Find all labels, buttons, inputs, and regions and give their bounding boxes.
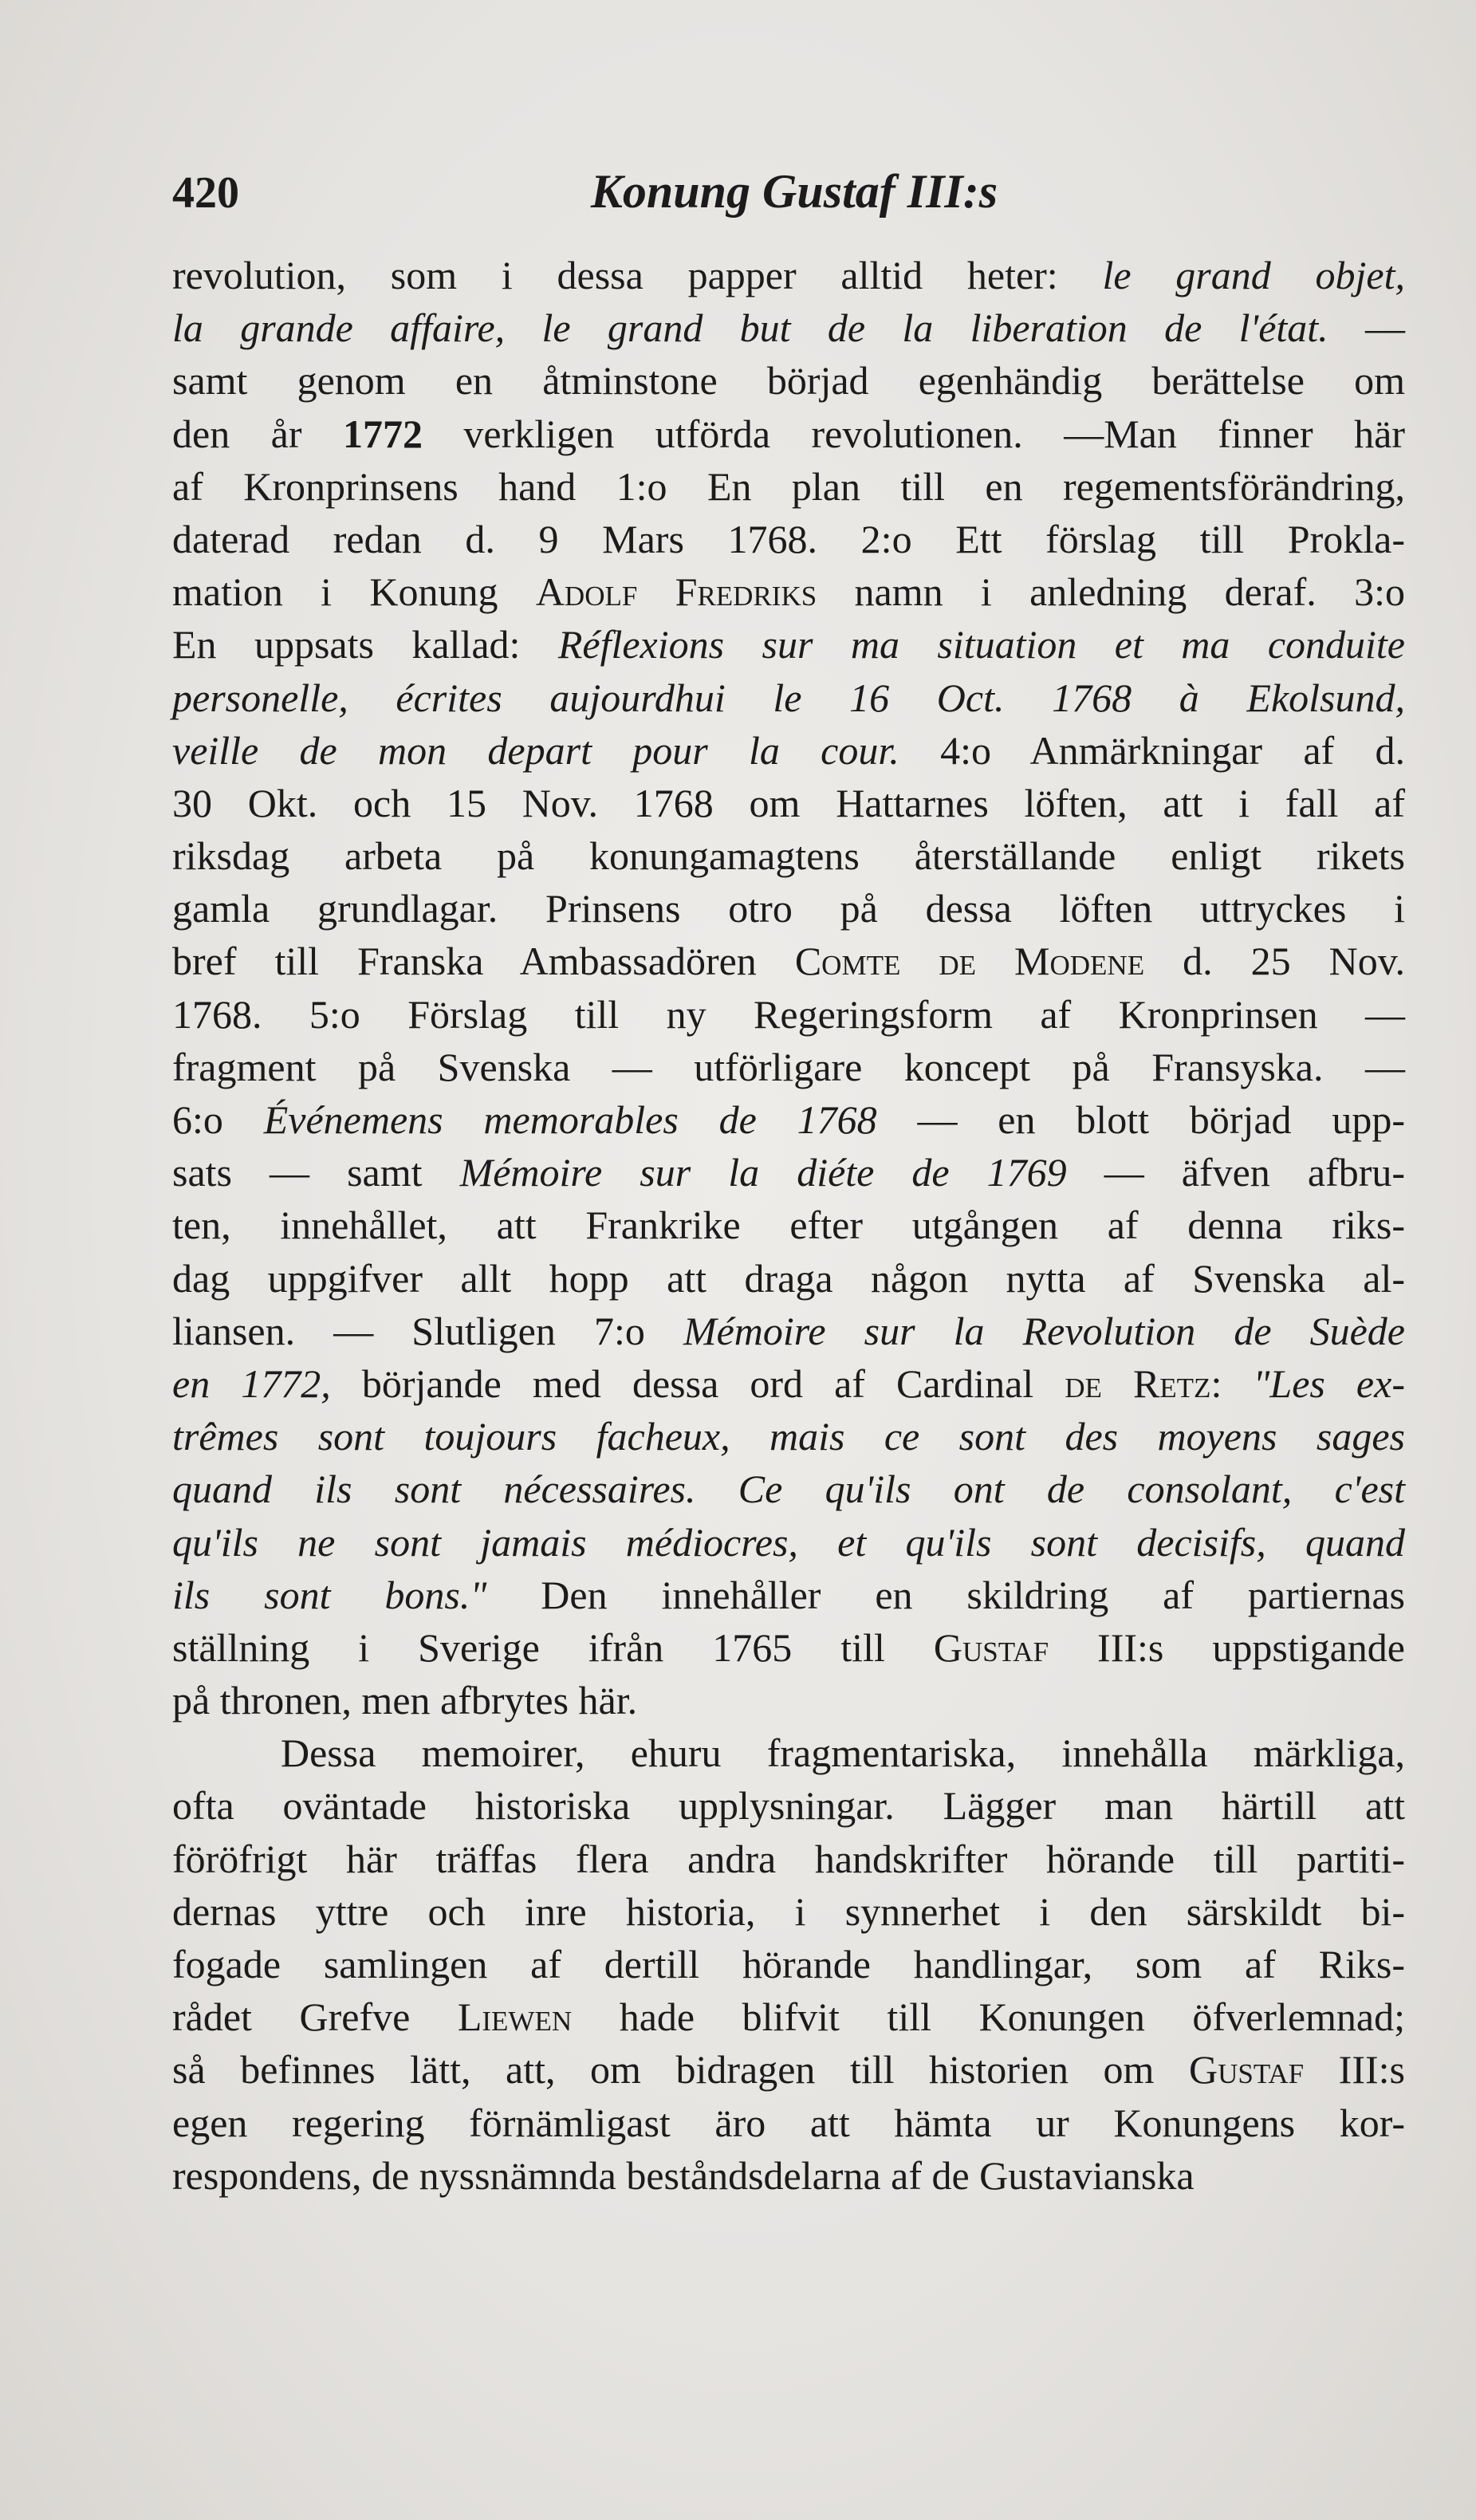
text-line — [172, 1093, 1405, 1146]
text-segment: en 1772, — [172, 1360, 331, 1406]
text-segment: föröfrigt här träffas flera andra handskrifter hörande till partiti- — [172, 1836, 1405, 1881]
text-segment: : — [1210, 1360, 1254, 1406]
text-segment: 1768. 5:o Förslag till ny Regeringsform af Kronprinsen — — [172, 991, 1405, 1037]
text-segment: Mémoire sur la diéte de 1769 — [459, 1150, 1067, 1195]
text-segment: fragment på Svenska — utförligare koncept på Fransyska. — — [172, 1044, 1405, 1089]
text-segment: ils sont bons." — [172, 1572, 487, 1617]
text-line — [172, 1938, 1405, 1990]
text-segment: mation i Konung — [172, 569, 536, 615]
text-line — [172, 354, 1405, 407]
text-line — [172, 1833, 1405, 1885]
body-text — [172, 249, 1405, 2202]
text-segment: sats — samt — [172, 1150, 460, 1195]
text-segment: af Kronprinsens hand 1:o En plan till en regementsförändring, — [172, 463, 1405, 509]
text-segment: ofta oväntade historiska upplysningar. Lägger man härtill att — [172, 1783, 1405, 1829]
text-segment: namn i anledning deraf. 3:o — [817, 569, 1405, 615]
text-line — [172, 724, 1405, 777]
text-segment: så befinnes lätt, att, om bidragen till historien om — [172, 2047, 1189, 2093]
text-segment: egen regering förnämligast äro att hämta ur Konungens kor- — [172, 2100, 1405, 2145]
text-line — [172, 513, 1405, 565]
text-line — [172, 1885, 1405, 1938]
text-segment: "Les ex- — [1253, 1360, 1405, 1406]
text-line — [172, 2149, 1405, 2202]
text-segment: d. 25 Nov. — [1144, 939, 1405, 984]
text-segment: Comte de Modene — [794, 939, 1145, 984]
text-segment: Liewen — [457, 1994, 573, 2040]
text-segment: liansen. — Slutligen 7:o — [172, 1308, 683, 1353]
text-line — [172, 988, 1405, 1041]
text-line — [172, 2097, 1405, 2149]
text-segment: qu'ils ne sont jamais médiocres, et qu'ils sont decisifs, quand — [172, 1519, 1405, 1565]
text-segment: rådet Grefve — [172, 1994, 458, 2040]
text-segment: Gustaf — [1188, 2047, 1305, 2093]
text-segment: 4:o Anmärkningar af d. — [899, 727, 1405, 773]
text-segment: de Retz — [1065, 1360, 1211, 1406]
text-segment: fogade samlingen af dertill hörande handlingar, som af Riks- — [172, 1942, 1405, 1986]
text-segment: gamla grundlagar. Prinsens otro på dessa löften uttryckes i — [172, 886, 1405, 931]
text-segment: Gustaf — [933, 1624, 1049, 1670]
text-line — [172, 301, 1405, 354]
text-segment: Dessa memoirer, ehuru fragmentariska, innehålla märkliga, — [281, 1731, 1405, 1776]
text-line — [172, 671, 1405, 724]
text-line — [172, 1990, 1405, 2043]
text-line — [172, 935, 1405, 987]
text-line — [172, 1199, 1405, 1251]
text-segment: trêmes sont toujours facheux, mais ce sont des moyens sages — [172, 1414, 1405, 1459]
text-segment: respondens, de nyssnämnda beståndsdelarna af de Gustavianska — [172, 2152, 1195, 2198]
text-segment: börjande med dessa ord af Cardinal — [330, 1360, 1065, 1406]
text-segment: riksdag arbeta på konungamagtens återställande enligt rikets — [172, 833, 1405, 879]
text-line — [172, 829, 1405, 882]
text-line — [172, 2043, 1405, 2096]
text-line — [172, 1674, 1405, 1727]
text-segment: verkligen utförda revolutionen. —Man finner här — [422, 411, 1405, 456]
text-segment: bref till Franska Ambassadören — [172, 939, 795, 984]
page-header — [172, 164, 1405, 228]
text-segment: 30 Okt. och 15 Nov. 1768 om Hattarnes löften, att i fall af — [172, 780, 1405, 825]
text-line — [172, 1410, 1405, 1463]
text-segment: — äfven afbru- — [1066, 1150, 1405, 1195]
text-line — [172, 460, 1405, 513]
text-line — [172, 777, 1405, 829]
text-line — [172, 1569, 1405, 1621]
text-segment: veille de mon depart pour la cour. — [172, 727, 899, 773]
text-line — [172, 565, 1405, 618]
text-segment: la grande affaire, le grand but de la liberation de l'état. — [172, 305, 1328, 351]
text-segment: ställning i Sverige ifrån 1765 till — [172, 1624, 934, 1670]
text-segment: daterad redan d. 9 Mars 1768. 2:o Ett förslag till Prokla- — [172, 516, 1405, 561]
text-segment: personelle, écrites aujourdhui le 16 Oct. 1768 à Ekolsund, — [172, 675, 1405, 720]
text-segment: III:s — [1304, 2047, 1405, 2093]
text-segment: hade blifvit till Konungen öfverlemnad; — [572, 1994, 1405, 2040]
text-line — [172, 1621, 1405, 1674]
text-line — [172, 408, 1405, 460]
text-segment: dag uppgifver allt hopp att draga någon nytta af Svenska al- — [172, 1255, 1405, 1301]
text-segment: Den innehåller en skildring af partiernas — [486, 1572, 1405, 1617]
page-number: 420 — [172, 168, 239, 218]
text-segment: Mémoire sur la Revolution de Suède — [683, 1308, 1405, 1353]
text-line — [172, 1252, 1405, 1305]
running-head: Konung Gustaf III:s — [590, 165, 998, 218]
text-segment: En uppsats kallad: — [172, 622, 558, 667]
text-segment: quand ils sont nécessaires. Ce qu'ils ont de consolant, c'est — [172, 1467, 1405, 1512]
text-line — [172, 882, 1405, 935]
text-line — [172, 249, 1405, 301]
text-segment: samt genom en åtminstone börjad egenhändig berättelse om — [172, 358, 1405, 404]
text-segment: Événemens memorables de 1768 — [263, 1097, 877, 1142]
text-segment: dernas yttre och inre historia, i synnerhet i den särskildt bi- — [172, 1888, 1405, 1934]
text-line — [172, 1727, 1405, 1779]
text-segment: le grand objet, — [1102, 253, 1405, 297]
text-line — [172, 1305, 1405, 1357]
text-line — [172, 1357, 1405, 1410]
text-segment: — en blott börjad upp- — [876, 1097, 1405, 1142]
text-line — [172, 1779, 1405, 1832]
text-line — [172, 1041, 1405, 1093]
text-line — [172, 1463, 1405, 1515]
text-segment: 6:o — [172, 1097, 264, 1142]
text-line — [172, 1516, 1405, 1569]
text-segment: ten, innehållet, att Frankrike efter utgången af denna riks- — [172, 1203, 1405, 1248]
text-segment: Réflexions sur ma situation et ma conduite — [557, 622, 1405, 667]
text-segment: den år — [172, 411, 343, 456]
text-segment: Adolf Fredriks — [535, 569, 817, 615]
text-segment: — — [1328, 305, 1406, 351]
text-segment: 1772 — [342, 411, 423, 456]
text-segment: revolution, som i dessa papper alltid heter: — [172, 253, 1103, 297]
text-segment: på thronen, men afbrytes här. — [172, 1678, 638, 1723]
text-line — [172, 1146, 1405, 1199]
text-segment: III:s uppstigande — [1049, 1624, 1405, 1670]
text-line — [172, 618, 1405, 671]
